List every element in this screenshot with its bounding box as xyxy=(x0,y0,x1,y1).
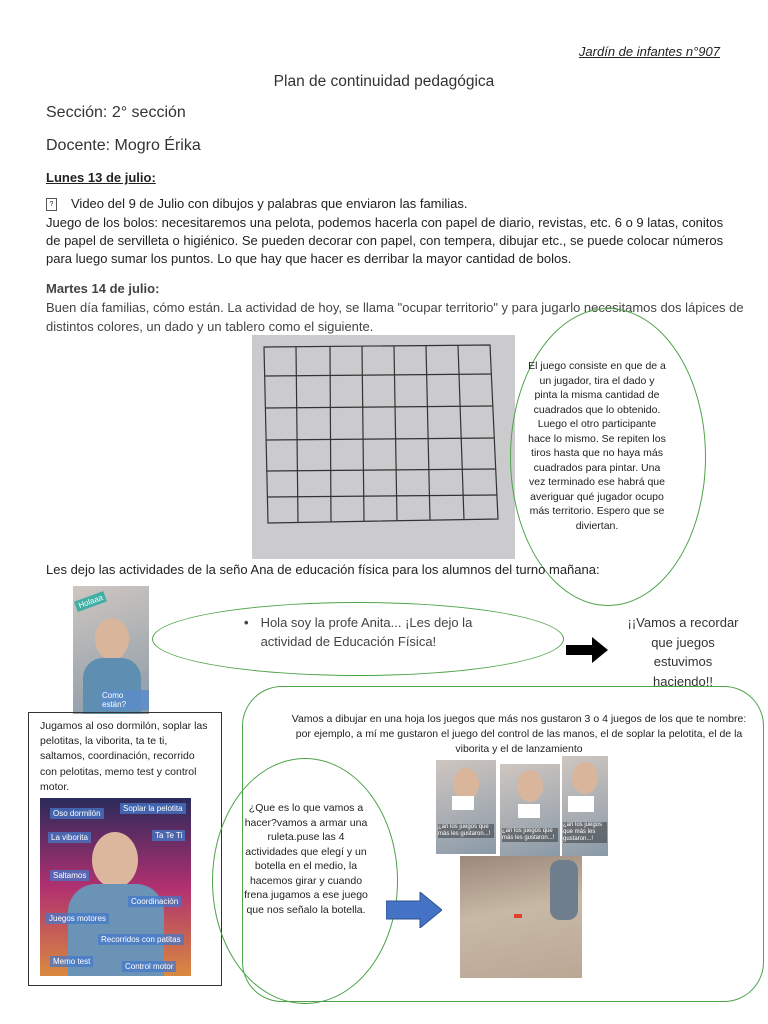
photo2-tag-5: Coordinación xyxy=(128,896,181,907)
photo2-tag-8: Memo test xyxy=(50,956,93,967)
kindergarten-name: Jardín de infantes n°907 xyxy=(578,44,720,59)
photo2-tag-0: Oso dormilón xyxy=(50,808,104,819)
monday-heading: Lunes 13 de julio: xyxy=(46,170,156,185)
teacher-face xyxy=(95,618,129,660)
board-grid xyxy=(252,335,515,559)
teacher-photo-2 xyxy=(40,798,191,976)
plan-title: Plan de continuidad pedagógica xyxy=(273,73,495,90)
game-rules-text: El juego consiste en que de a un jugador, tira el dado y pinta la misma cantidad de cuadrados que lo obtenido. Luego el otro participante hace lo mismo. Se repiten los tiros hasta que no haya más cuadrados para pintar. Una vez terminado ese habrá que averiguar qué jugador ocupo más territorio. Espero que se diviertan. xyxy=(528,360,666,532)
bullet-box-icon: ? xyxy=(46,198,57,211)
tuesday-paragraph: Buen día familias, cómo están. La actividad de hoy, se llama "ocupar territorio" y para jugarlo necesitamos dos lápices de distintos colores, un dado y un tablero como el siguiente. xyxy=(46,300,744,334)
photo2-tag-1: Soplar la pelotita xyxy=(120,803,186,814)
person-sitting xyxy=(550,860,578,920)
teacher-face-2 xyxy=(92,832,138,888)
greeting-bullet xyxy=(244,613,494,651)
monday-bullet xyxy=(46,195,736,213)
right-arrow-icon xyxy=(566,637,608,663)
photo2-tag-9: Control motor xyxy=(122,961,176,972)
board-photo xyxy=(252,335,515,559)
teacher-photo-1 xyxy=(73,586,149,714)
photo2-tag-4: Saltamos xyxy=(50,870,89,881)
photo-caption-3: ¿an los juegos que más les gustaron...! xyxy=(563,822,607,843)
photo2-tag-6: Juegos motores xyxy=(46,913,109,924)
monday-bullet-text: Video del 9 de Julio con dibujos y palabras que enviaron las familias. xyxy=(71,196,468,211)
bottle-cap xyxy=(514,914,522,918)
greeting-dot-icon: • xyxy=(244,615,249,630)
tuesday-heading: Martes 14 de julio: xyxy=(46,281,160,296)
activity-photo-1 xyxy=(436,760,496,854)
remember-text: ¡¡Vamos a recordar que juegos estuvimos haciendo!! xyxy=(627,615,739,689)
drawing-instructions: Vamos a dibujar en una hoja los juegos que más nos gustaron 3 o 4 juegos de los que te nombre: por ejemplo, a mí me gustaron el juego del control de las manos, el de soplar la pelotita, el de la viborita y el de lanzamiento xyxy=(291,713,747,755)
photo1-tag-hello: Holaaa xyxy=(74,591,107,612)
face-2 xyxy=(517,770,543,802)
photo2-tag-2: La viborita xyxy=(48,832,91,843)
photo2-tag-7: Recorridos con patitas xyxy=(98,934,184,945)
blue-arrow-icon xyxy=(386,892,442,928)
photo2-tag-3: Ta Te Ti xyxy=(152,830,185,841)
card-1 xyxy=(452,796,474,810)
photo-caption-1: ¿an los juegos que más les gustaron...! xyxy=(438,824,494,838)
monday-paragraph: Juego de los bolos: necesitaremos una pelota, podemos hacerla con papel de diario, revistas, etc. 6 o 9 latas, conitos de papel de servilleta o higiénico. Se pueden decorar con papel, con tempera, dibujar etc., se puede colocar números para luego sumar los puntos. Lo que hay que hacer es derribar la mayor cantidad de bolos. xyxy=(46,215,724,266)
card-2 xyxy=(518,804,540,818)
face-3 xyxy=(572,762,598,794)
teacher-label: Docente: Mogro Érika xyxy=(46,137,201,154)
roulette-floor-photo xyxy=(460,856,582,978)
activity-photo-3 xyxy=(562,756,608,856)
greeting-text: Hola soy la profe Anita... ¡Les dejo la actividad de Educación Física! xyxy=(260,615,473,649)
activity-photo-2 xyxy=(500,764,560,856)
roulette-text: ¿Que es lo que vamos a hacer?vamos a armar una ruleta.puse las 4 actividades que elegí y un botella en el medio, la hacemos girar y cuando frena jugamos a ese juego que nos señalo la botella. xyxy=(244,802,368,916)
photo1-tag-how: Como están? xyxy=(99,690,149,710)
photo-caption-2: ¿an los juegos que más les gustaron...! xyxy=(502,828,558,842)
pe-intro: Les dejo las actividades de la seño Ana de educación física para los alumnos del turno mañana: xyxy=(46,562,600,577)
played-games-text: Jugamos al oso dormilón, soplar las pelotitas, la viborita, ta te ti, saltamos, coordinación, recorrido con pelotitas, memo test y control motor. xyxy=(40,720,208,793)
card-3 xyxy=(568,796,594,812)
section-label: Sección: 2° sección xyxy=(46,104,186,121)
